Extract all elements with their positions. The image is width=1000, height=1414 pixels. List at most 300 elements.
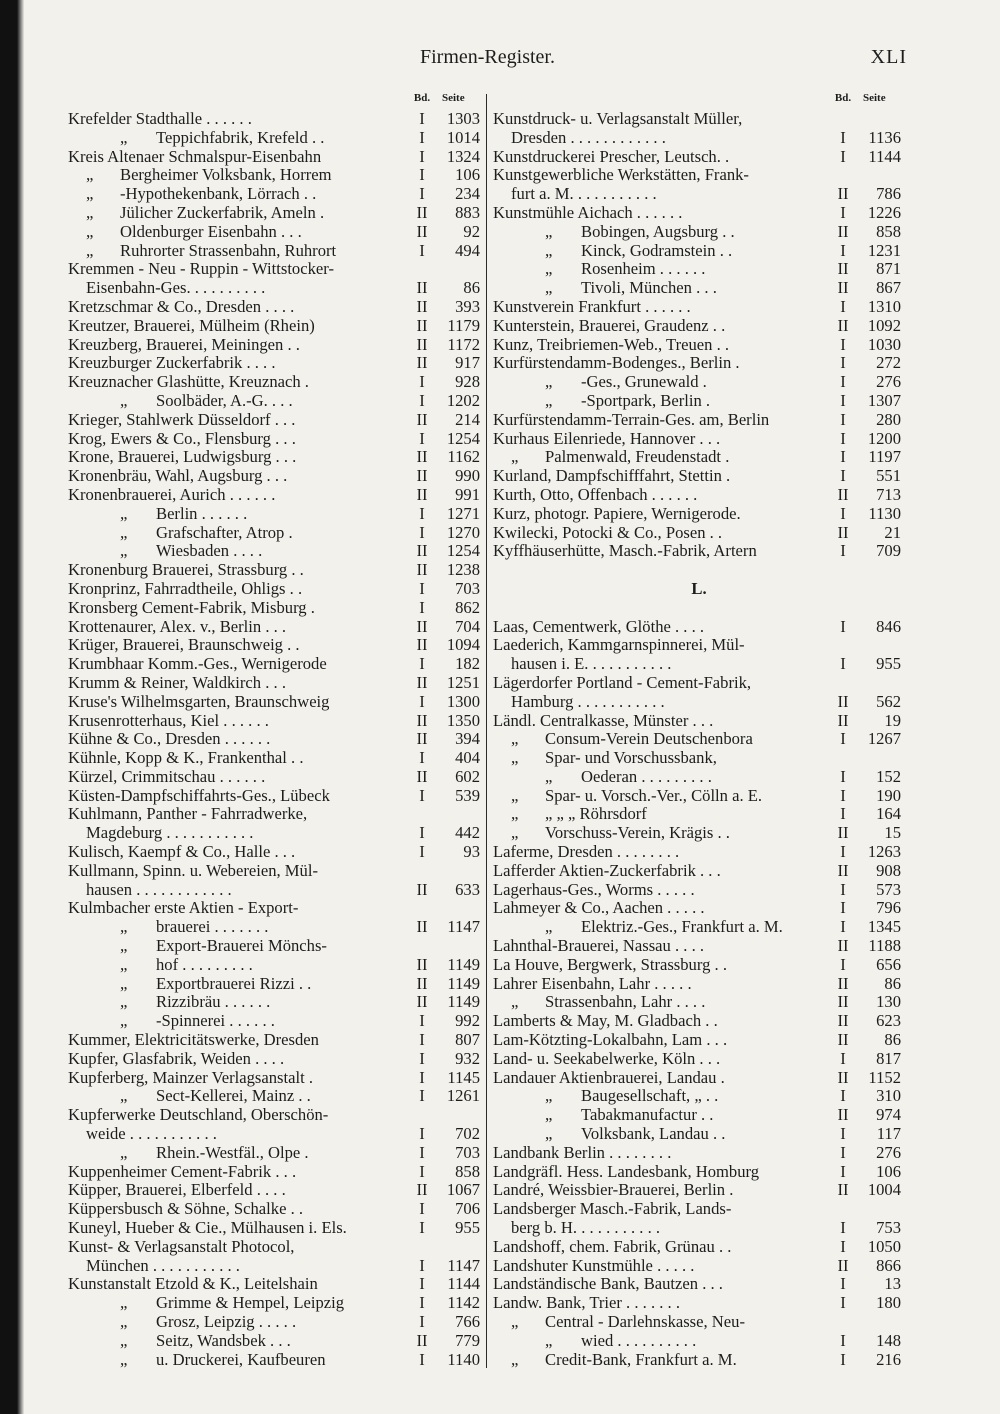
entry-page: 1149 <box>447 992 480 1012</box>
ditto-mark: „ <box>511 823 519 843</box>
entry-name: hausen i. E. . . . . . . . . . . <box>511 655 672 674</box>
entry-page: 494 <box>455 240 480 260</box>
index-entry <box>68 1351 484 1370</box>
index-entry <box>68 392 484 411</box>
entry-page: 86 <box>884 1030 901 1050</box>
index-entry <box>493 937 905 956</box>
entry-volume: II <box>416 484 428 504</box>
index-entry <box>493 993 905 1012</box>
entry-name: Kühnle, Kopp & K., Frankenthal . . <box>68 749 304 768</box>
entry-name: Rizzibräu . . . . . . <box>156 993 271 1012</box>
entry-name: Kunstmühle Aichach . . . . . . <box>493 203 683 222</box>
entry-volume: II <box>837 1105 849 1125</box>
entry-name: furt a. M. . . . . . . . . . . <box>511 185 657 204</box>
entry-name: Kunstgewerbliche Werkstätten, Frank- <box>493 166 749 185</box>
ditto-mark: „ <box>511 1349 519 1369</box>
entry-volume: I <box>419 842 425 862</box>
entry-volume: II <box>837 1011 849 1031</box>
index-entry <box>68 956 484 975</box>
volume-heading: Bd. <box>834 92 852 104</box>
index-entry <box>68 1050 484 1069</box>
entry-page: 1251 <box>446 672 480 692</box>
entry-volume: I <box>840 390 846 410</box>
entry-volume: I <box>419 503 425 523</box>
index-entry <box>493 1012 905 1031</box>
entry-name: Kurfürstendamm-Terrain-Ges. am, Berlin <box>493 410 770 429</box>
entry-volume: I <box>840 503 846 523</box>
entry-page: 1238 <box>446 560 480 580</box>
entry-volume: II <box>416 278 428 298</box>
index-entry <box>68 674 484 693</box>
ditto-mark: „ <box>545 1330 553 1350</box>
entry-volume: I <box>419 146 425 166</box>
entry-name: Lahnthal-Brauerei, Nassau . . . . <box>493 937 705 956</box>
entry-volume: I <box>840 1218 846 1238</box>
entry-name: Landgräfl. Hess. Landesbank, Homburg <box>493 1162 760 1181</box>
entry-name: L. <box>691 579 707 598</box>
index-entry <box>493 899 905 918</box>
ditto-mark: „ <box>120 1011 128 1031</box>
entry-page: 706 <box>455 1199 480 1219</box>
entry-page: 1307 <box>867 390 901 410</box>
entry-volume: I <box>419 428 425 448</box>
entry-volume: I <box>840 1330 846 1350</box>
entry-name: Kurfürstendamm-Bodenges., Berlin . <box>493 354 740 373</box>
entry-name: Kronenbrauerei, Aurich . . . . . . <box>68 485 276 504</box>
entry-page: 148 <box>876 1330 901 1350</box>
entry-volume: II <box>837 1255 849 1275</box>
entry-volume: I <box>840 785 846 805</box>
index-entry <box>68 636 484 655</box>
index-entry <box>68 1275 484 1294</box>
index-entry <box>68 749 484 768</box>
entry-volume: II <box>416 954 428 974</box>
page-binding-edge <box>0 0 24 1414</box>
index-entry <box>68 975 484 994</box>
ditto-mark: „ <box>120 1330 128 1350</box>
index-entry <box>68 1238 484 1257</box>
index-entry <box>68 580 484 599</box>
entry-name: Export-Brauerei Mönchs- <box>156 937 327 956</box>
entry-page: 1130 <box>868 503 901 523</box>
entry-page: 867 <box>876 278 901 298</box>
entry-name: Soolbäder, A.-G. . . . <box>156 391 293 410</box>
entry-name: Lam-Kötzting-Lokalbahn, Lam . . . <box>493 1031 728 1050</box>
index-entry <box>493 881 905 900</box>
entry-page: 1270 <box>446 522 480 542</box>
entry-page: 883 <box>455 202 480 222</box>
entry-page: 846 <box>876 616 901 636</box>
ditto-mark: „ <box>545 766 553 786</box>
index-entry <box>68 505 484 524</box>
entry-page: 1310 <box>867 296 901 316</box>
entry-volume: II <box>416 992 428 1012</box>
entry-volume: II <box>416 221 428 241</box>
entry-volume: I <box>840 240 846 260</box>
entry-volume: II <box>837 484 849 504</box>
entry-page: 1254 <box>446 428 480 448</box>
page-number: XLI <box>870 46 907 68</box>
entry-name: Krefelder Stadthalle . . . . . . <box>68 110 252 128</box>
ditto-mark: „ <box>511 1312 519 1331</box>
entry-name: Krusenrotterhaus, Kiel . . . . . . <box>68 711 269 730</box>
entry-volume: I <box>419 691 425 711</box>
entry-page: 106 <box>455 165 480 185</box>
index-entry <box>493 1125 905 1144</box>
entry-page: 1267 <box>867 729 901 749</box>
entry-page: 623 <box>876 1011 901 1031</box>
index-entry <box>493 618 905 637</box>
entry-name: Baugesellschaft, „ . . <box>581 1087 719 1106</box>
entry-name: Lagerhaus-Ges., Worms . . . . . <box>493 880 695 899</box>
index-entry <box>493 242 905 261</box>
index-entry <box>68 881 484 900</box>
ditto-mark: „ <box>120 1349 128 1369</box>
index-entry <box>493 354 905 373</box>
entry-page: 1152 <box>868 1067 901 1087</box>
index-column-right <box>493 90 905 1369</box>
entry-name: Landständische Bank, Bautzen . . . <box>493 1275 723 1294</box>
entry-page: 796 <box>876 898 901 918</box>
entry-page: 991 <box>455 484 480 504</box>
entry-volume: II <box>837 259 849 279</box>
entry-name: Kremmen - Neu - Ruppin - Wittstocker- <box>68 260 334 279</box>
ditto-mark: „ <box>120 1142 128 1162</box>
entry-volume: II <box>416 315 428 335</box>
entry-volume: I <box>419 597 425 617</box>
entry-name: Spar- und Vorschussbank, <box>545 749 717 768</box>
entry-name: Kreuznacher Glashütte, Kreuznach . <box>68 373 309 392</box>
entry-volume: II <box>416 1330 428 1350</box>
index-entry <box>68 1087 484 1106</box>
entry-page: 280 <box>876 409 901 429</box>
entry-volume: I <box>419 1086 425 1106</box>
index-entry <box>68 1181 484 1200</box>
entry-volume: II <box>837 184 849 204</box>
entry-name: Kreuzberg, Brauerei, Meiningen . . <box>68 335 300 354</box>
entry-name: Sect-Kellerei, Mainz . . <box>156 1087 311 1106</box>
ditto-mark: „ <box>545 278 553 298</box>
entry-name: Bergheimer Volksbank, Horrem <box>120 166 332 185</box>
entry-volume: I <box>419 184 425 204</box>
entry-name: Rosenheim . . . . . . <box>581 260 706 279</box>
entry-page: 1144 <box>868 146 901 166</box>
ditto-mark: „ <box>545 240 553 260</box>
index-entry <box>493 298 905 317</box>
entry-page: 272 <box>876 353 901 373</box>
entry-name: Landbank Berlin . . . . . . . . <box>493 1143 672 1162</box>
spacer <box>493 599 905 618</box>
index-entry <box>68 242 484 261</box>
entry-name: Strassenbahn, Lahr . . . . <box>545 993 706 1012</box>
index-entry <box>68 937 484 956</box>
entry-volume: I <box>840 1293 846 1313</box>
entry-page: 928 <box>455 372 480 392</box>
entry-page: 1014 <box>446 127 480 147</box>
entry-name: Credit-Bank, Frankfurt a. M. <box>545 1350 737 1369</box>
entry-page: 1231 <box>867 240 901 260</box>
ditto-mark: „ <box>86 165 94 185</box>
entry-volume: II <box>837 1030 849 1050</box>
entry-page: 1263 <box>867 842 901 862</box>
entry-name: Volksbank, Landau . . <box>581 1125 726 1144</box>
entry-page: 21 <box>884 522 901 542</box>
entry-name: Kuneyl, Hueber & Cie., Mülhausen i. Els. <box>68 1219 347 1238</box>
index-entry <box>68 279 484 298</box>
entry-name: Krone, Brauerei, Ludwigsburg . . . <box>68 448 297 467</box>
index-entry <box>493 223 905 242</box>
entry-name: Jülicher Zuckerfabrik, Ameln . <box>120 203 325 222</box>
entry-volume: I <box>840 1142 846 1162</box>
entry-name: Land- u. Seekabelwerke, Köln . . . <box>493 1049 721 1068</box>
index-entry <box>68 524 484 543</box>
entry-page: 152 <box>876 766 901 786</box>
entry-name: Laas, Cementwerk, Glöthe . . . . <box>493 617 705 636</box>
entry-volume: II <box>837 691 849 711</box>
index-entry <box>68 1144 484 1163</box>
entry-name: Kwilecki, Potocki & Co., Posen . . <box>493 523 723 542</box>
entry-page: 404 <box>455 748 480 768</box>
entry-page: 766 <box>455 1312 480 1331</box>
index-entry <box>493 1106 905 1125</box>
entry-volume: I <box>419 1124 425 1144</box>
entry-name: Landsberger Masch.-Fabrik, Lands- <box>493 1200 732 1219</box>
index-entry <box>68 1163 484 1182</box>
entry-name: Küsten-Dampfschiffahrts-Ges., Lübeck <box>68 786 330 805</box>
entry-volume: I <box>419 654 425 674</box>
entry-name: Lahrer Eisenbahn, Lahr . . . . . <box>493 974 692 993</box>
ditto-mark: „ <box>545 1086 553 1106</box>
entry-page: 974 <box>876 1105 901 1125</box>
entry-page: 955 <box>455 1218 480 1238</box>
entry-page: 990 <box>455 466 480 486</box>
entry-name: Kunz, Treibriemen-Web., Treuen . . <box>493 335 730 354</box>
index-entry <box>493 975 905 994</box>
entry-page: 1147 <box>447 917 480 937</box>
index-entry <box>493 1257 905 1276</box>
entry-page: 703 <box>455 578 480 598</box>
entry-name: Kulmbacher erste Aktien - Export- <box>68 899 299 918</box>
entry-volume: II <box>837 522 849 542</box>
entry-volume: II <box>416 466 428 486</box>
entry-page: 1142 <box>447 1293 480 1313</box>
entry-page: 1200 <box>867 428 901 448</box>
entry-name: Kunstanstalt Etzold & K., Leitelshain <box>68 1275 318 1294</box>
entry-volume: II <box>416 710 428 730</box>
entry-page: 394 <box>455 729 480 749</box>
entry-page: 932 <box>455 1048 480 1068</box>
column-header <box>493 90 905 110</box>
index-entry <box>68 336 484 355</box>
ditto-mark: „ <box>545 390 553 410</box>
entry-name: Kunterstein, Brauerei, Graudenz . . <box>493 316 726 335</box>
entry-volume: I <box>419 1255 425 1275</box>
index-entry <box>68 1031 484 1050</box>
index-entry <box>493 129 905 148</box>
entry-page: 442 <box>455 823 480 843</box>
entry-name: Krumbhaar Komm.-Ges., Wernigerode <box>68 655 327 674</box>
entry-volume: I <box>840 296 846 316</box>
entry-volume: II <box>837 860 849 880</box>
entry-volume: II <box>416 202 428 222</box>
entry-name: Spar- u. Vorsch.-Ver., Cölln a. E. <box>545 786 763 805</box>
entry-page: 709 <box>876 541 901 561</box>
entry-page: 214 <box>455 409 480 429</box>
index-entry <box>493 336 905 355</box>
entry-name: Kurland, Dampfschifffahrt, Stettin . <box>493 467 731 486</box>
index-entry <box>493 693 905 712</box>
index-entry <box>493 730 905 749</box>
entry-page: 180 <box>876 1293 901 1313</box>
entry-page: 713 <box>876 484 901 504</box>
entry-page: 1350 <box>446 710 480 730</box>
entry-page: 92 <box>463 221 480 241</box>
index-entry <box>68 542 484 561</box>
entry-page: 704 <box>455 616 480 636</box>
entry-page: 1092 <box>867 315 901 335</box>
entry-volume: II <box>416 541 428 561</box>
entry-name: Wiesbaden . . . . <box>156 542 263 561</box>
entry-name: Lamberts & May, M. Gladbach . . <box>493 1012 718 1031</box>
entry-volume: I <box>419 1312 425 1331</box>
index-entry <box>493 260 905 279</box>
index-entry <box>68 129 484 148</box>
index-entry <box>493 542 905 561</box>
entry-name: Exportbrauerei Rizzi . . <box>156 974 312 993</box>
entry-volume: II <box>837 973 849 993</box>
entry-page: 1303 <box>446 109 480 128</box>
entry-name: Tivoli, München . . . <box>581 279 717 298</box>
entry-page: 917 <box>455 353 480 373</box>
entry-volume: II <box>416 334 428 354</box>
entry-volume: II <box>837 1067 849 1087</box>
entry-name: Grosz, Leipzig . . . . . <box>156 1313 297 1331</box>
entry-page: 1067 <box>446 1180 480 1200</box>
page-header <box>70 46 905 74</box>
entry-page: 1324 <box>446 146 480 166</box>
entry-page: 1271 <box>446 503 480 523</box>
entry-name: Kulisch, Kaempf & Co., Halle . . . <box>68 843 296 862</box>
entry-page: 117 <box>876 1124 901 1144</box>
entry-name: Kunstdruck- u. Verlagsanstalt Müller, <box>493 110 743 128</box>
entry-page: 817 <box>876 1048 901 1068</box>
ditto-mark: „ <box>545 372 553 392</box>
entry-volume: I <box>419 785 425 805</box>
page-title: Firmen-Register. <box>420 46 555 68</box>
entry-page: 182 <box>455 654 480 674</box>
entry-name: Elektriz.-Ges., Frankfurt a. M. <box>581 918 783 937</box>
entry-name: Kurz, photogr. Papiere, Wernigerode. <box>493 504 741 523</box>
entry-volume: I <box>419 1349 425 1369</box>
index-entry <box>493 1313 905 1332</box>
entry-name: -Spinnerei . . . . . . <box>156 1012 275 1031</box>
entry-name: Kronsberg Cement-Fabrik, Misburg . <box>68 598 315 617</box>
entry-volume: II <box>416 296 428 316</box>
entry-volume: II <box>837 1180 849 1200</box>
entry-name: Krüger, Brauerei, Braunschweig . . <box>68 636 300 655</box>
entry-volume: I <box>840 1349 846 1369</box>
entry-volume: I <box>840 954 846 974</box>
index-entry <box>68 110 484 129</box>
entry-page: 15 <box>884 823 901 843</box>
entry-page: 1261 <box>446 1086 480 1106</box>
index-entry <box>68 862 484 881</box>
entry-volume: II <box>416 560 428 580</box>
entry-volume: I <box>840 1086 846 1106</box>
entry-volume: II <box>416 635 428 655</box>
entry-page: 1300 <box>446 691 480 711</box>
index-entry <box>493 768 905 787</box>
index-entry <box>493 148 905 167</box>
entry-volume: I <box>840 466 846 486</box>
index-entry <box>68 787 484 806</box>
ditto-mark: „ <box>120 1312 128 1331</box>
index-entry <box>68 599 484 618</box>
entry-page: 106 <box>876 1161 901 1181</box>
section-letter-heading <box>493 580 905 599</box>
entry-name: Kyffhäuserhütte, Masch.-Fabrik, Artern <box>493 542 757 561</box>
entry-name: hausen . . . . . . . . . . . . <box>86 880 232 899</box>
entry-page: 1149 <box>447 954 480 974</box>
entry-page: 1345 <box>867 917 901 937</box>
entry-page: 190 <box>876 785 901 805</box>
entry-page: 1226 <box>867 202 901 222</box>
ditto-mark: „ <box>511 992 519 1012</box>
entry-name: Oldenburger Eisenbahn . . . <box>120 222 302 241</box>
index-entry <box>493 166 905 185</box>
index-entry <box>493 317 905 336</box>
entry-volume: I <box>419 1199 425 1219</box>
entry-page: 1004 <box>867 1180 901 1200</box>
entry-name: Landw. Bank, Trier . . . . . . . <box>493 1294 680 1313</box>
entry-page: 656 <box>876 954 901 974</box>
entry-page: 393 <box>455 296 480 316</box>
index-column-left <box>68 90 484 1369</box>
index-entry <box>68 1106 484 1125</box>
entry-name: Lägerdorfer Portland - Cement-Fabrik, <box>493 673 752 692</box>
entry-name: Laederich, Kammgarnspinnerei, Mül- <box>493 636 745 655</box>
entry-page: 1202 <box>446 390 480 410</box>
entry-volume: II <box>837 315 849 335</box>
entry-volume: I <box>840 146 846 166</box>
entry-page: 858 <box>455 1161 480 1181</box>
entry-page: 551 <box>876 466 901 486</box>
entry-name: Vorschuss-Verein, Krägis . . <box>545 824 730 843</box>
entry-page: 1094 <box>446 635 480 655</box>
entry-volume: I <box>419 578 425 598</box>
entry-name: Kronenbräu, Wahl, Augsburg . . . <box>68 467 288 486</box>
entry-volume: I <box>419 1274 425 1294</box>
column-header <box>68 90 484 110</box>
index-entry <box>68 1294 484 1313</box>
entry-volume: I <box>840 898 846 918</box>
entry-page: 1149 <box>447 973 480 993</box>
entry-volume: II <box>416 616 428 636</box>
index-entry <box>493 524 905 543</box>
ditto-mark: „ <box>545 259 553 279</box>
index-entry <box>68 467 484 486</box>
entry-page: 1144 <box>447 1274 480 1294</box>
ditto-mark: „ <box>545 1124 553 1144</box>
entry-name: Landshoff, chem. Fabrik, Grünau . . <box>493 1237 732 1256</box>
entry-page: 1197 <box>868 447 901 467</box>
entry-volume: I <box>419 1218 425 1238</box>
entry-page: 992 <box>455 1011 480 1031</box>
entry-volume: I <box>840 766 846 786</box>
entry-page: 310 <box>876 1086 901 1106</box>
entry-name: Palmenwald, Freudenstadt . <box>545 448 730 467</box>
entry-name: Tabakmanufactur . . <box>581 1106 714 1125</box>
